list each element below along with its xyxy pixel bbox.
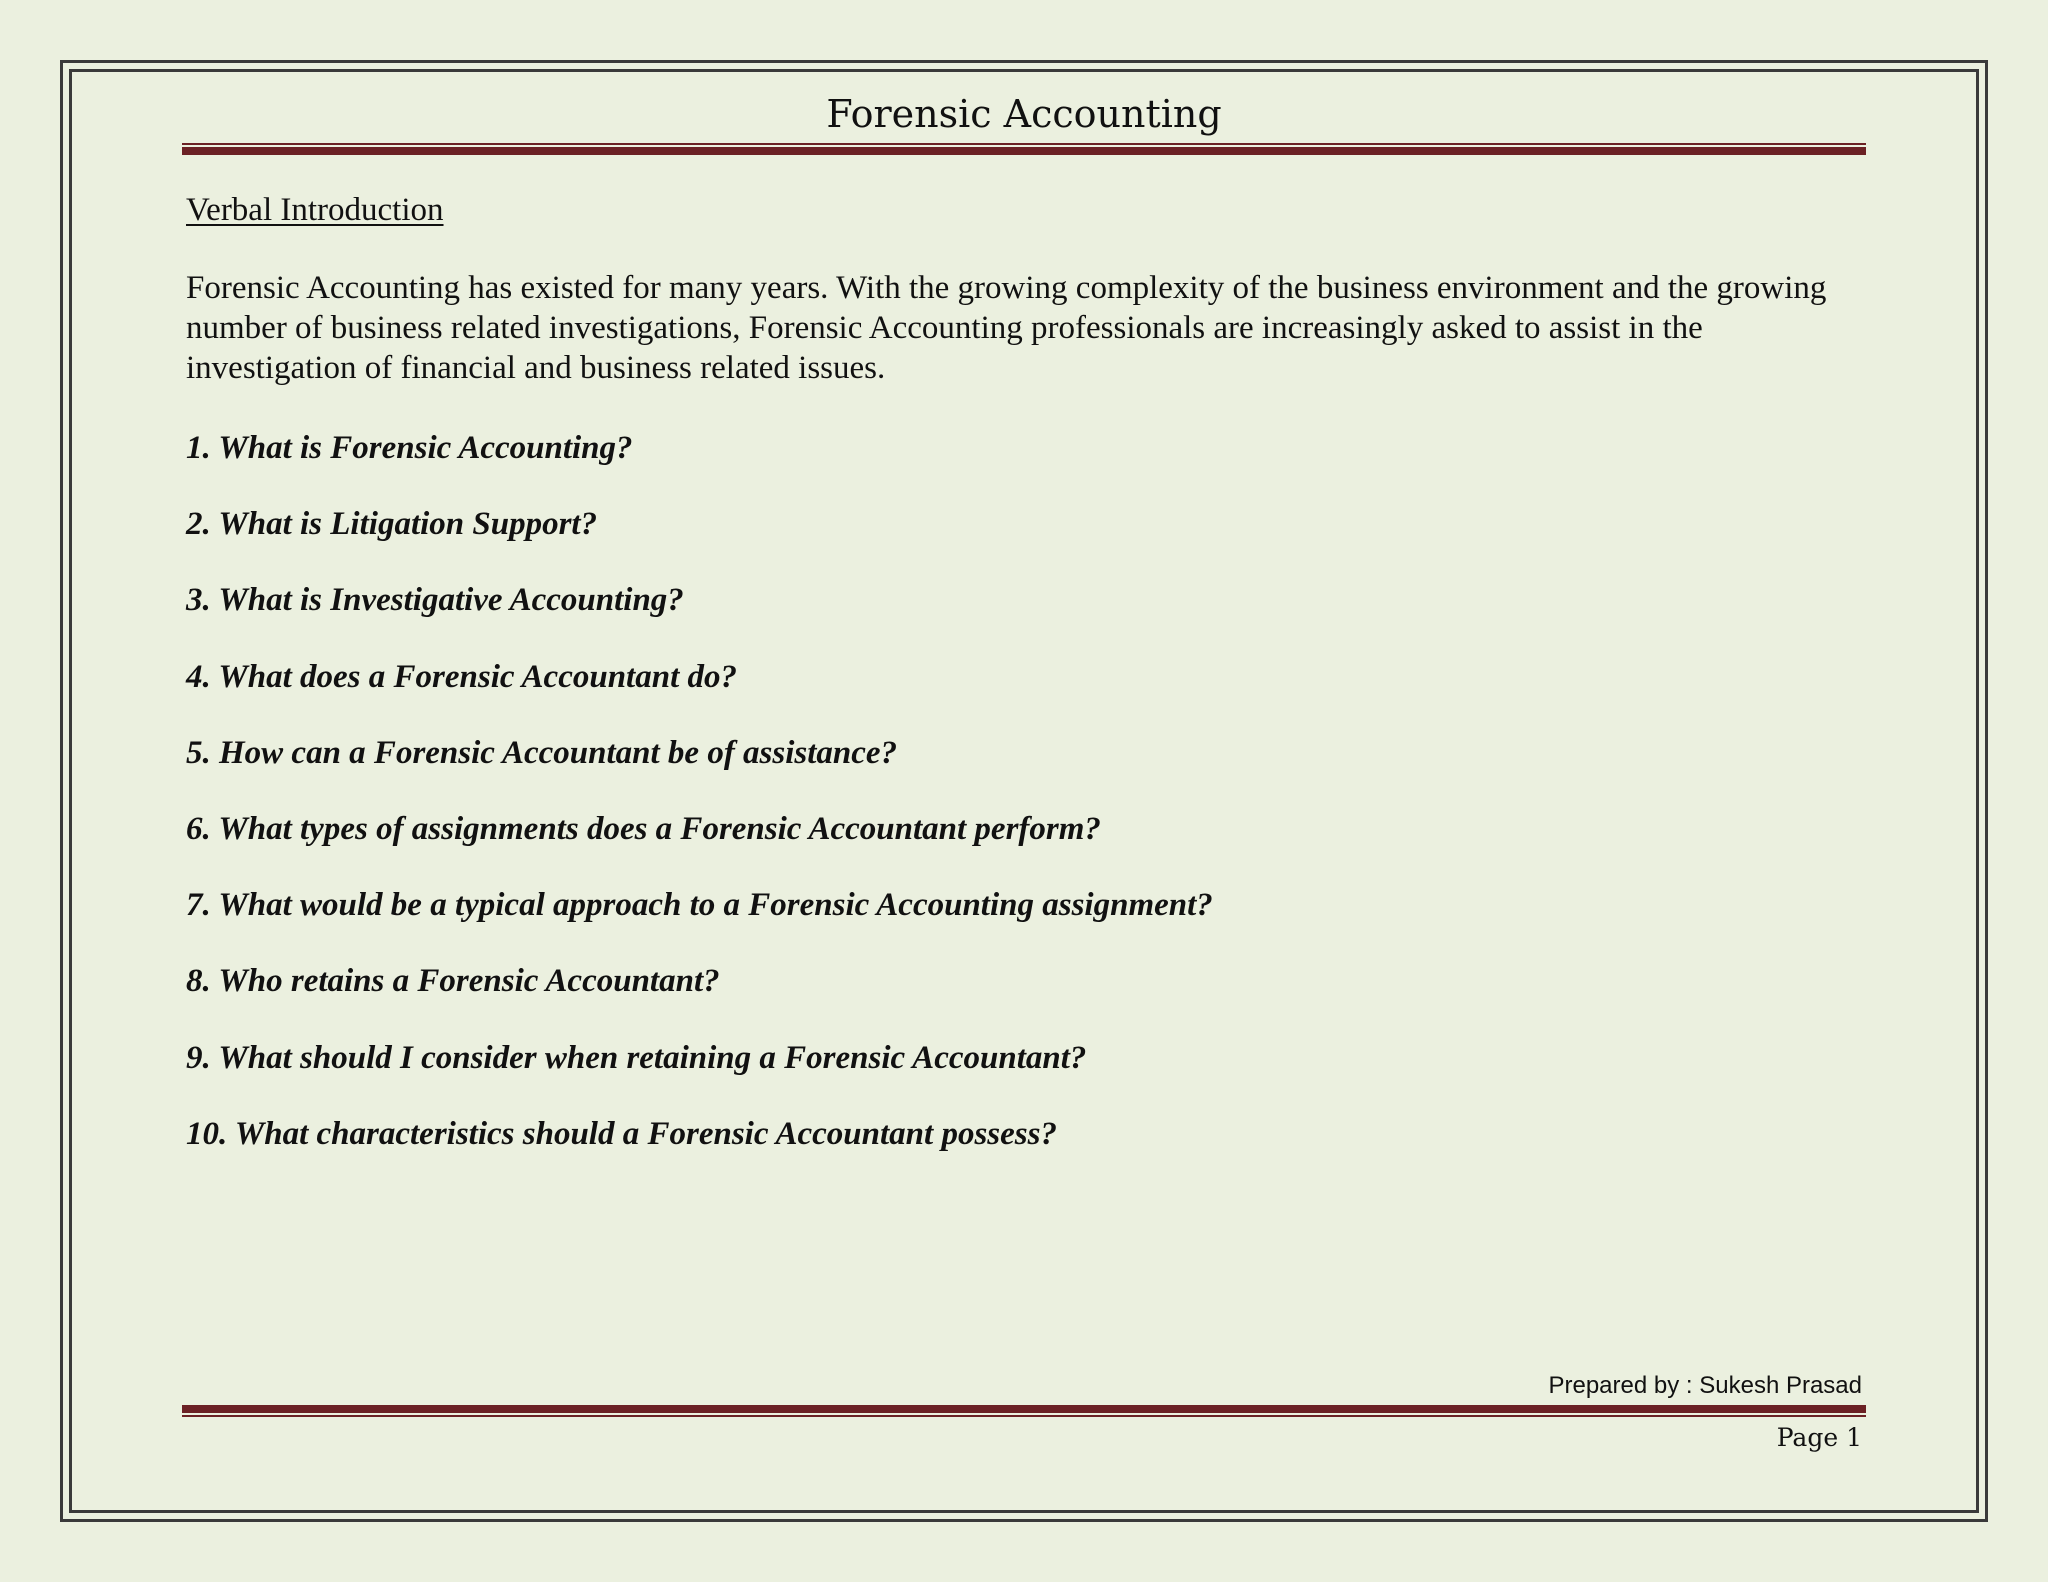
section-heading: Verbal Introduction bbox=[186, 192, 444, 228]
question-item: 5. How can a Forensic Accountant be of assistance? bbox=[186, 734, 898, 771]
question-item: 4. What does a Forensic Accountant do? bbox=[186, 658, 737, 695]
question-item: 6. What types of assignments does a Forensic Accountant perform? bbox=[186, 810, 1101, 847]
page-header-title: Forensic Accounting bbox=[826, 92, 1222, 136]
question-item: 1. What is Forensic Accounting? bbox=[186, 430, 633, 466]
question-list bbox=[186, 428, 1213, 1190]
footer-prepared-by: Prepared by : Sukesh Prasad bbox=[1548, 1372, 1862, 1399]
question-item: 10. What characteristics should a Forensic Accountant possess? bbox=[186, 1115, 1057, 1152]
question-item: 9. What should I consider when retaining a Forensic Accountant? bbox=[186, 1039, 1087, 1076]
question-item: 7. What would be a typical approach to a Forensic Accounting assignment? bbox=[186, 887, 1213, 924]
question-item: 3. What is Investigative Accounting? bbox=[186, 582, 684, 619]
intro-paragraph: Forensic Accounting has existed for many years. With the growing complexity of the business environment and the growing number of business related investigations, Forensic Accounting professionals are increasingly asked to assist in the investigation of financial and business related issues. bbox=[186, 270, 1827, 386]
footer-rule bbox=[182, 1405, 1866, 1417]
question-item: 2. What is Litigation Support? bbox=[186, 506, 598, 543]
question-item: 8. Who retains a Forensic Accountant? bbox=[186, 963, 720, 1000]
header-rule bbox=[182, 143, 1866, 155]
page-number: Page 1 bbox=[1776, 1423, 1862, 1452]
